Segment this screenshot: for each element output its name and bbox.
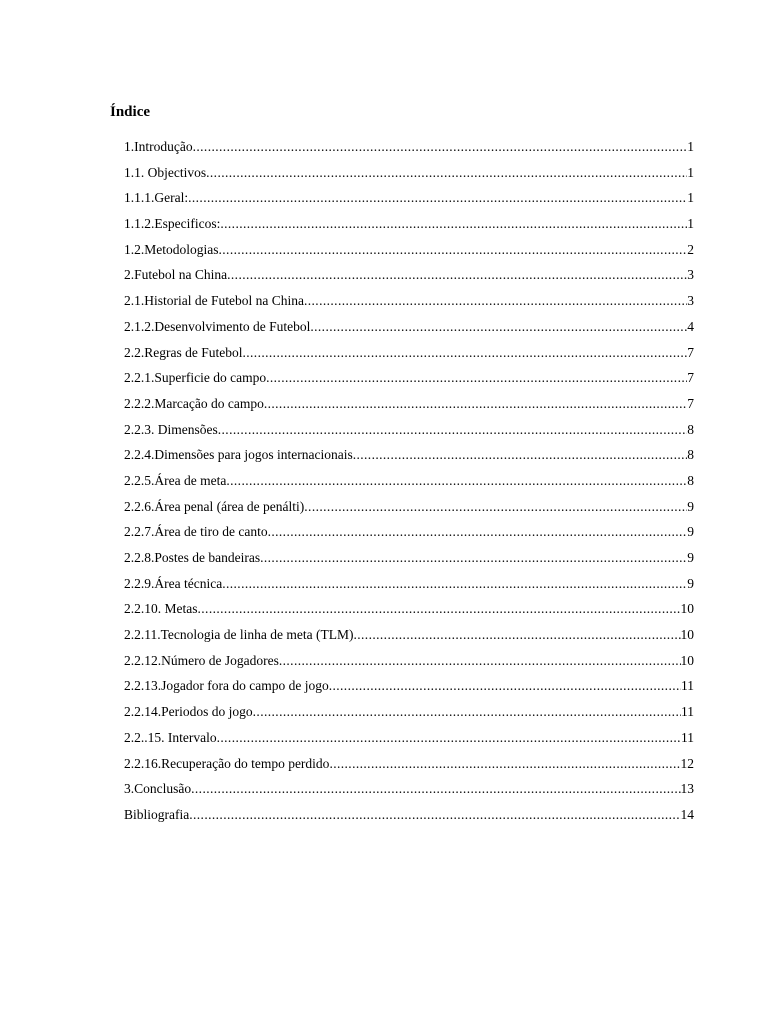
- toc-dot-leader: [353, 622, 680, 648]
- toc-entry-title: 2.Futebol na China: [124, 267, 228, 283]
- toc-heading: Índice: [110, 104, 151, 120]
- toc-entry-page: 11: [681, 729, 694, 745]
- toc-entry[interactable]: [124, 262, 694, 288]
- toc-entry[interactable]: [124, 725, 694, 751]
- toc-entry[interactable]: [124, 494, 694, 520]
- toc-entry[interactable]: [124, 134, 694, 160]
- toc-entry-page: 7: [687, 370, 694, 386]
- toc-dot-leader: [226, 468, 687, 494]
- toc-dot-leader: [329, 673, 681, 699]
- toc-entry-title: 2.2.7.Área de tiro de canto: [124, 524, 268, 540]
- toc-dot-leader: [193, 134, 688, 160]
- toc-entry-title: 2.2.4.Dimensões para jogos internacionais: [124, 447, 353, 463]
- toc-dot-leader: [189, 802, 680, 828]
- toc-entry-title: 2.2.3. Dimensões: [124, 421, 218, 437]
- toc-entry-page: 12: [680, 755, 694, 771]
- toc-entry-page: 7: [687, 395, 694, 411]
- toc-dot-leader: [329, 751, 680, 777]
- toc-dot-leader: [279, 648, 681, 674]
- toc-entry[interactable]: [124, 160, 694, 186]
- toc-entry-title: 2.1.Historial de Futebol na China: [124, 293, 304, 309]
- toc-entry[interactable]: [124, 545, 694, 571]
- toc-entry[interactable]: [124, 519, 694, 545]
- toc-entry-page: 8: [687, 421, 694, 437]
- toc-entry-page: 11: [681, 678, 694, 694]
- toc-entry[interactable]: [124, 340, 694, 366]
- toc-entry-page: 1: [687, 164, 694, 180]
- toc-entry[interactable]: [124, 622, 694, 648]
- toc-entry-page: 10: [680, 601, 694, 617]
- toc-entry-title: 1.1. Objectivos: [124, 164, 207, 180]
- toc-entry-title: 2.2.8.Postes de bandeiras: [124, 550, 261, 565]
- toc-dot-leader: [218, 417, 688, 443]
- toc-dot-leader: [304, 494, 687, 520]
- toc-list: [124, 134, 694, 828]
- toc-entry-title: 1.1.2.Especificos:: [124, 216, 221, 232]
- toc-entry-title: 2.2.11.Tecnologia de linha de meta (TLM): [124, 627, 354, 643]
- toc-entry-title: 2.2..15. Intervalo: [124, 729, 217, 745]
- toc-entry-page: 1: [687, 216, 694, 232]
- toc-entry[interactable]: [124, 211, 694, 237]
- toc-dot-leader: [353, 442, 688, 468]
- toc-dot-leader: [260, 545, 687, 571]
- toc-dot-leader: [266, 365, 687, 391]
- toc-entry-page: 10: [680, 627, 694, 643]
- toc-entry-title: 2.1.2.Desenvolvimento de Futebol: [124, 318, 311, 334]
- toc-entry-page: 3: [687, 293, 694, 309]
- toc-entry-page: 10: [680, 652, 694, 668]
- toc-entry[interactable]: [124, 596, 694, 622]
- toc-dot-leader: [242, 340, 687, 366]
- toc-entry[interactable]: [124, 391, 694, 417]
- toc-entry[interactable]: [124, 417, 694, 443]
- toc-entry-page: 11: [681, 704, 694, 720]
- toc-entry-page: 9: [687, 498, 694, 514]
- toc-dot-leader: [268, 519, 688, 545]
- toc-entry-title: 2.2.Regras de Futebol: [124, 344, 243, 360]
- toc-entry-title: 3.Conclusão: [124, 781, 192, 797]
- toc-dot-leader: [310, 314, 687, 340]
- toc-entry[interactable]: [124, 237, 694, 263]
- toc-entry-page: 3: [687, 267, 694, 283]
- toc-entry-page: 9: [687, 524, 694, 540]
- toc-entry[interactable]: [124, 442, 694, 468]
- toc-entry-page: 7: [687, 344, 694, 360]
- toc-entry-page: 2: [687, 241, 694, 257]
- toc-entry-title: 2.2.1.Superficie do campo: [124, 370, 267, 386]
- toc-entry-title: 2.2.5.Área de meta: [124, 472, 227, 488]
- toc-entry-title: 2.2.9.Área técnica: [124, 575, 223, 591]
- toc-entry[interactable]: [124, 314, 694, 340]
- toc-entry-title: 2.2.14.Periodos do jogo: [124, 704, 253, 720]
- toc-dot-leader: [304, 288, 687, 314]
- toc-entry-title: 2.2.10. Metas: [124, 601, 198, 617]
- toc-dot-leader: [198, 596, 681, 622]
- toc-entry-title: 1.2.Metodologias: [124, 241, 219, 257]
- toc-entry-title: 2.2.13.Jogador fora do campo de jogo: [124, 678, 329, 694]
- toc-entry-title: 2.2.12.Número de Jogadores: [124, 652, 279, 668]
- toc-entry-title: 2.2.2.Marcação do campo: [124, 395, 264, 411]
- toc-entry[interactable]: [124, 571, 694, 597]
- toc-entry[interactable]: [124, 776, 694, 802]
- toc-entry[interactable]: [124, 699, 694, 725]
- toc-entry-page: 4: [687, 318, 694, 334]
- toc-dot-leader: [219, 237, 688, 263]
- toc-entry[interactable]: [124, 365, 694, 391]
- toc-entry-title: 1.Introdução: [124, 139, 193, 154]
- toc-entry[interactable]: [124, 288, 694, 314]
- toc-dot-leader: [206, 160, 687, 186]
- toc-entry[interactable]: [124, 802, 694, 828]
- toc-entry[interactable]: [124, 468, 694, 494]
- toc-entry-title: 2.2.16.Recuperação do tempo perdido: [124, 755, 330, 771]
- toc-dot-leader: [264, 391, 687, 417]
- toc-entry[interactable]: [124, 673, 694, 699]
- toc-dot-leader: [227, 262, 687, 288]
- toc-dot-leader: [191, 776, 680, 802]
- toc-dot-leader: [220, 211, 687, 237]
- toc-entry[interactable]: [124, 648, 694, 674]
- toc-dot-leader: [217, 725, 681, 751]
- toc-entry-page: 9: [687, 575, 694, 591]
- toc-dot-leader: [253, 699, 681, 725]
- toc-entry-page: 8: [687, 472, 694, 488]
- toc-entry[interactable]: [124, 185, 694, 211]
- toc-entry-title: 1.1.1.Geral:: [124, 190, 189, 206]
- toc-entry-page: 1: [687, 190, 694, 206]
- toc-entry-page: 1: [687, 139, 694, 154]
- toc-entry-page: 13: [680, 781, 694, 797]
- toc-entry-page: 8: [687, 447, 694, 463]
- toc-entry-title: 2.2.6.Área penal (área de penálti): [124, 498, 305, 514]
- toc-entry-page: 14: [680, 806, 694, 822]
- toc-dot-leader: [222, 571, 687, 597]
- toc-entry[interactable]: [124, 751, 694, 777]
- toc-dot-leader: [188, 185, 687, 211]
- toc-entry-title: Bibliografia: [124, 806, 190, 822]
- toc-entry-page: 9: [687, 550, 694, 565]
